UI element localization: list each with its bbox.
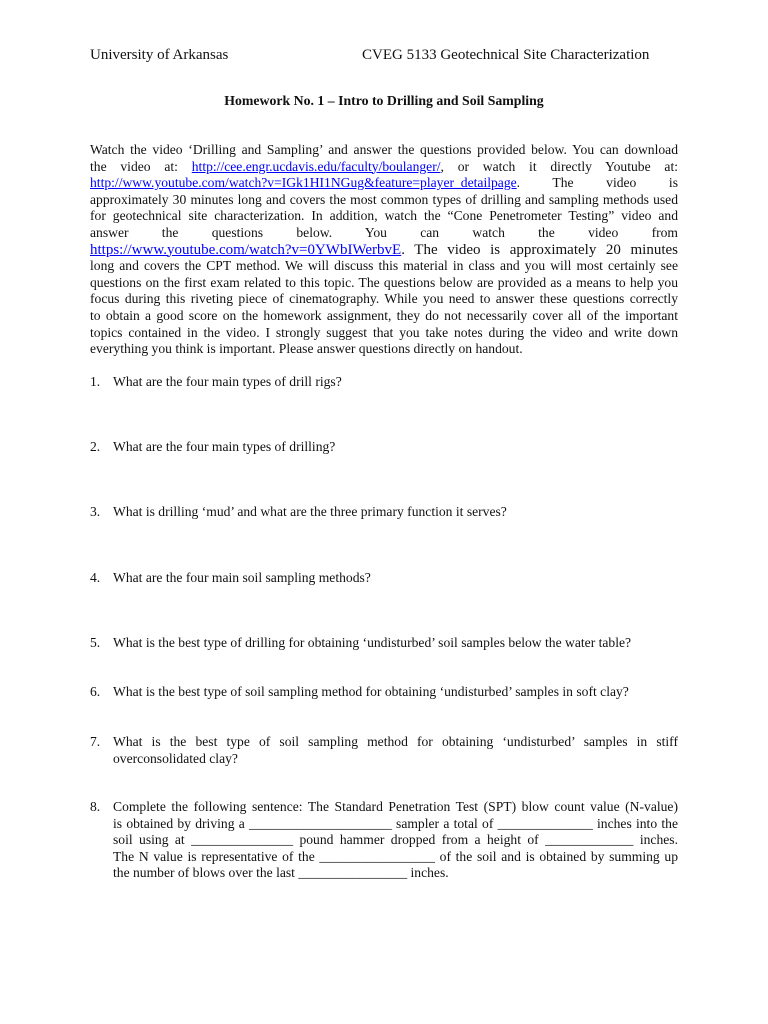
question-5	[90, 635, 678, 652]
question-7	[90, 734, 678, 767]
intro-line-2	[90, 159, 678, 176]
question-8	[90, 799, 678, 882]
question-text: What are the four main soil sampling methods?	[113, 570, 371, 585]
question-number: 2.	[90, 439, 101, 454]
question-number: 1.	[90, 374, 101, 389]
intro-line-6: answer the questions below. You can watch the video from	[90, 224, 678, 240]
question-text: Complete the following sentence: The Standard Penetration Test (SPT) blow count value (N-value)	[113, 799, 678, 814]
intro-text: . The video is approximately 20 minutes	[401, 241, 678, 258]
question-number: 3.	[90, 504, 101, 519]
fill-in-blank-line: is obtained by driving a _____________________ sampler a total of ______________ inches into the	[113, 815, 678, 831]
intro-paragraph	[90, 142, 678, 358]
question-text: What are the four main types of drilling?	[113, 439, 336, 454]
question-6	[90, 684, 678, 701]
course-name: CVEG 5133 Geotechnical Site Characterization	[362, 47, 650, 63]
intro-line-9: questions on the first exam related to this topic. The questions below are provided as a means to help you	[90, 274, 678, 290]
fill-in-blank-line: the number of blows over the last ________________ inches.	[113, 865, 449, 881]
question-text: overconsolidated clay?	[113, 750, 238, 766]
question-text: What are the four main types of drill rigs?	[113, 374, 342, 389]
intro-line-10: focus during this riveting piece of cinematography. While you need to answer these questions correctly	[90, 291, 678, 307]
question-text: What is the best type of soil sampling method for obtaining ‘undisturbed’ samples in soft clay?	[113, 684, 629, 699]
question-number: 7.	[90, 734, 101, 749]
question-text: What is the best type of drilling for obtaining ‘undisturbed’ soil samples below the water table?	[113, 635, 632, 650]
intro-line-3	[90, 175, 678, 192]
question-text: What is the best type of soil sampling method for obtaining ‘undisturbed’ samples in stiff	[113, 734, 678, 749]
fill-in-blank-line: soil using at _______________ pound hammer dropped from a height of _____________ inches.	[113, 832, 678, 848]
page-title: Homework No. 1 – Intro to Drilling and Soil Sampling	[224, 93, 544, 108]
question-number: 8.	[90, 799, 101, 814]
intro-line-11: to obtain a good score on the homework assignment, they do not necessarily cover all of the important	[90, 307, 678, 323]
question-number: 5.	[90, 635, 101, 650]
question-number: 4.	[90, 570, 101, 585]
intro-text: , or watch it directly Youtube at:	[440, 158, 678, 174]
question-text: What is drilling ‘mud’ and what are the three primary function it serves?	[113, 504, 507, 519]
intro-line-8: long and covers the CPT method. We will discuss this material in class and you will most certainly see	[90, 258, 678, 274]
intro-text: the video at:	[90, 158, 192, 174]
intro-line-5: for geotechnical site characterization. In addition, watch the “Cone Penetrometer Testing” video and	[90, 208, 678, 224]
intro-line-13: everything you think is important. Please answer questions directly on handout.	[90, 341, 523, 357]
youtube-drilling-video-link[interactable]: http://www.youtube.com/watch?v=IGk1HI1NGug&feature=player_detailpage	[90, 175, 517, 191]
question-2	[90, 439, 678, 456]
intro-line-12: topics contained in the video. I strongly suggest that you take notes during the video and write down	[90, 324, 678, 340]
question-number: 6.	[90, 684, 101, 699]
intro-line-1: Watch the video ‘Drilling and Sampling’ and answer the questions provided below. You can download	[90, 142, 678, 157]
intro-text: . The video is	[516, 175, 678, 191]
question-1	[90, 374, 678, 391]
intro-line-7	[90, 242, 678, 259]
question-4	[90, 570, 678, 587]
ucdavis-video-link[interactable]: http://cee.engr.ucdavis.edu/faculty/boulanger/	[191, 158, 441, 174]
fill-in-blank-line: The N value is representative of the _________________ of the soil and is obtained by summing up	[113, 848, 678, 864]
question-3	[90, 504, 678, 521]
intro-line-4: approximately 30 minutes long and covers the most common types of drilling and sampling methods used	[90, 191, 678, 207]
youtube-cpt-video-link[interactable]: https://www.youtube.com/watch?v=0YWbIWerbvE	[90, 241, 402, 258]
university-name: University of Arkansas	[90, 47, 229, 63]
